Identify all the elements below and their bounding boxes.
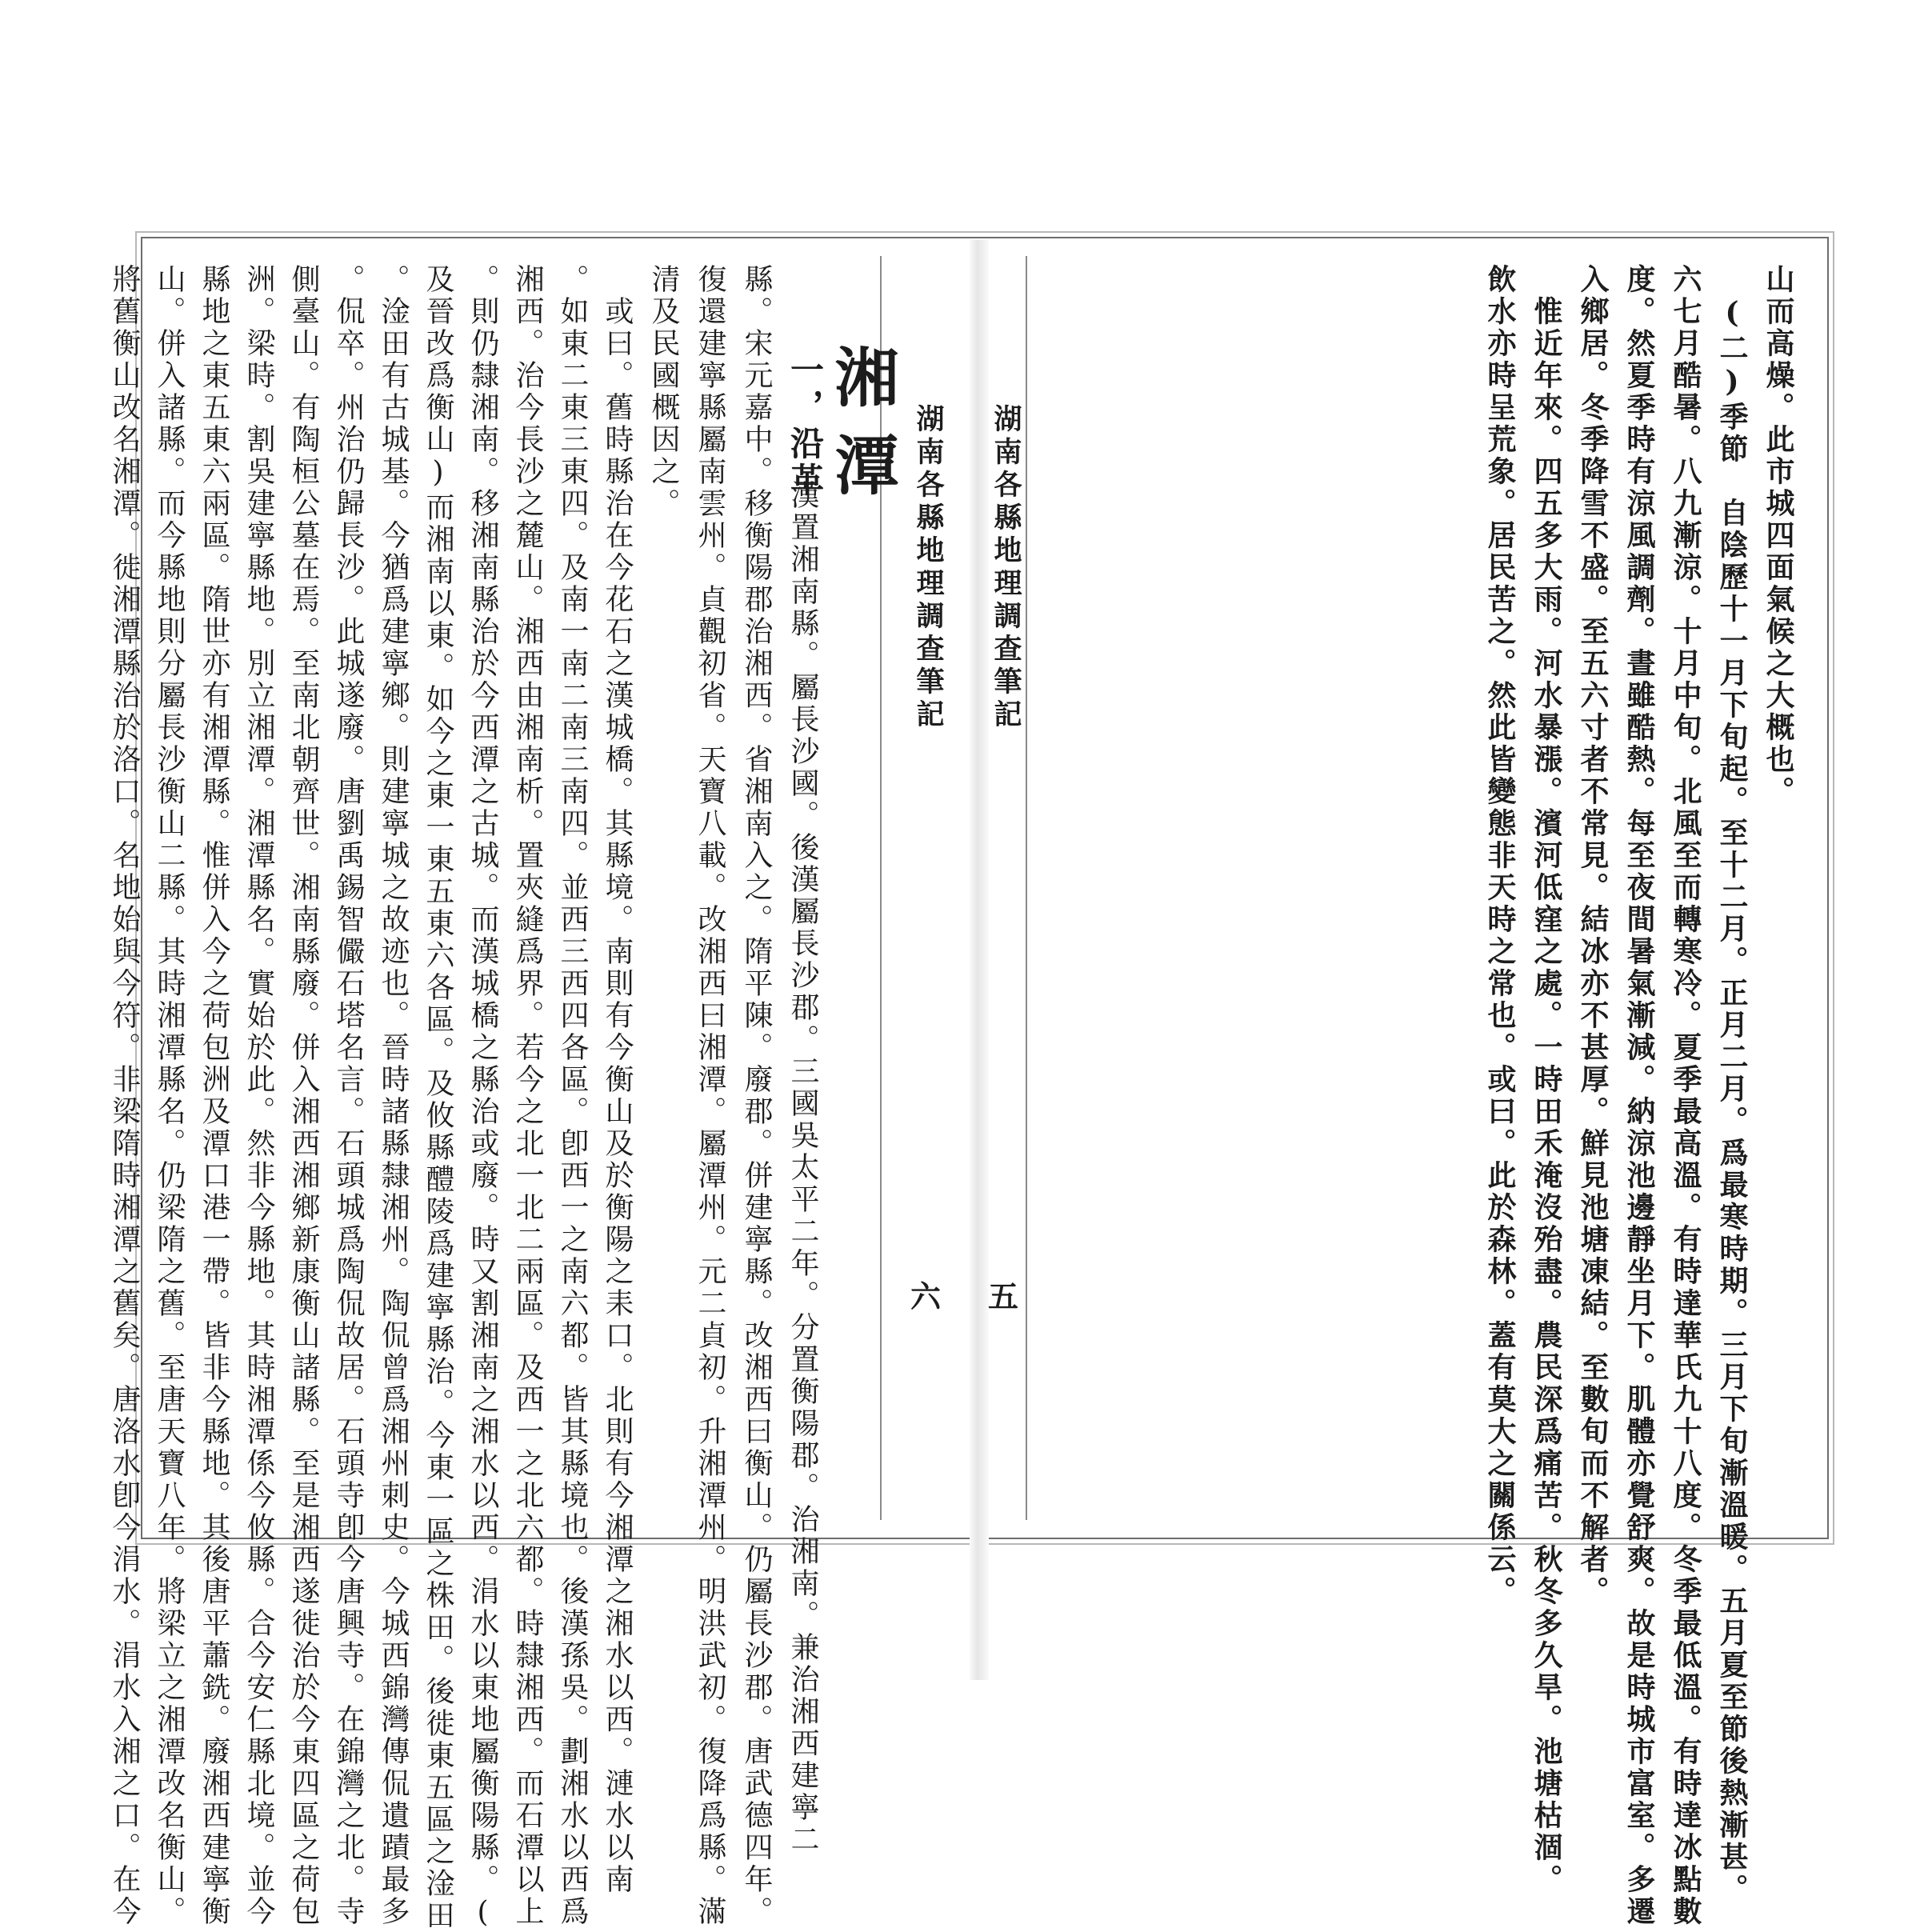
left-text-column: 將舊衡山改名湘潭。徙湘潭縣治於洛口。名地始與今符。非梁隋時湘潭之舊矣。唐洛水卽今涓水。涓水入湘之口。在今 <box>108 264 141 1928</box>
left-text-column: 側臺山。有陶桓公墓在焉。至南北朝齊世。湘南縣廢。併入湘西湘鄉新康衡山諸縣。至是湘西遂徙治於今東四區之荷包 <box>287 264 320 1928</box>
right-text-column: 惟近年來。四五多大雨。河水暴漲。濱河低窪之處。一時田禾淹沒殆盡。農民深爲痛苦。秋冬多久旱。池塘枯涸。 <box>1530 264 1563 1896</box>
left-text-column: 及晉改爲衡山)而湘南以東。如今之東一東五東六各區。及攸縣醴陵爲建寧縣治。今東一區之株田。後徙東五區之淦田 <box>422 264 454 1932</box>
section-heading: 一，沿革 <box>786 352 825 499</box>
left-text-column: 漢置湘南縣。屬長沙國。後漢屬長沙郡。三國吳太平二年。分置衡陽郡。治湘南。兼治湘西建寧二 <box>786 480 819 1856</box>
chapter-title: 湘潭 <box>824 344 899 520</box>
right-text-column: (二)季節 自陰歷十一月下旬起。至十二月。正月二月。爲最寒時期。三月下旬漸溫暖。五月夏至節後熱漸甚。 <box>1715 264 1749 1906</box>
left-text-column: 洲。梁時。割吳建寧縣地。別立湘潭。湘潭縣名。實始於此。然非今縣地。其時湘潭係今攸縣。合今安仁縣北境。並今 <box>242 264 275 1928</box>
left-text-column: 湘西。治今長沙之麓山。湘西由湘南析。置夾縫爲界。若今之北一北二兩區。及西一之北六都。時隸湘西。而石潭以上 <box>511 264 544 1928</box>
left-text-column: 或曰。舊時縣治在今花石之漢城橋。其縣境。南則有今衡山及於衡陽之耒口。北則有今湘潭之湘水以西。漣水以南 <box>601 264 634 1896</box>
left-text-column: 山。併入諸縣。而今縣地則分屬長沙衡山二縣。其時湘潭縣名。仍梁隋之舊。至唐天寶八年。將梁立之湘潭改名衡山。 <box>153 264 186 1928</box>
left-text-column: 縣。宋元嘉中。移衡陽郡治湘西。省湘南入之。隋平陳。廢郡。併建寧縣。改湘西曰衡山。仍屬長沙郡。唐武德四年。 <box>740 264 773 1928</box>
right-page-number: 五 <box>988 1278 1019 1314</box>
left-text-column: 。如東二東三東四。及南一南二南三南四。並西三西四各區。卽西一之南六都。皆其縣境也。後漢孫吳。劃湘水以西爲 <box>556 264 589 1928</box>
left-running-head: 湖南各縣地理調查筆記 <box>912 404 945 732</box>
left-text-column: 縣地之東五東六兩區。隋世亦有湘潭縣。惟併入今之荷包洲及潭口港一帶。皆非今縣地。其後唐平蕭銑。廢湘西建寧衡 <box>198 264 230 1928</box>
right-text-column: 入鄉居。冬季降雪不盛。至五六寸者不常見。結冰亦不甚厚。鮮見池塘凍結。至數旬而不解者。 <box>1576 264 1610 1608</box>
right-running-head: 湖南各縣地理調查筆記 <box>990 404 1022 732</box>
left-page-number: 六 <box>910 1278 942 1314</box>
left-text-column: 。侃卒。州治仍歸長沙。此城遂廢。唐劉禹錫智儼石塔名言。石頭城爲陶侃故居。石頭寺卽今唐興寺。在錦灣之北。寺 <box>332 264 365 1928</box>
right-text-column: 飲水亦時呈荒象。居民苦之。然此皆變態非天時之常也。或曰。此於森林。蓋有莫大之關係云。 <box>1483 264 1517 1608</box>
left-text-column: 。則仍隸湘南。移湘南縣治於今西潭之古城。而漢城橋之縣治或廢。時又割湘南之湘水以西。涓水以東地屬衡陽縣。( <box>466 264 499 1932</box>
right-text-column: 度。然夏季時有涼風調劑。晝雖酷熱。每至夜間暑氣漸減。納涼池邊靜坐月下。肌體亦覺舒爽。故是時城市富室。多遷 <box>1622 264 1656 1928</box>
left-text-column: 復還建寧縣屬南雲州。貞觀初省。天寶八載。改湘西曰湘潭。屬潭州。元二貞初。升湘潭州。明洪武初。復降爲縣。滿 <box>694 264 726 1928</box>
right-page-rule <box>1026 256 1027 1520</box>
right-text-column: 六七月酷暑。八九漸涼。十月中旬。北風至而轉寒冷。夏季最高溫。有時達華氏九十八度。冬季最低溫。有時達冰點數 <box>1669 264 1702 1928</box>
right-text-column: 山而高燥。此市城四面氣候之大概也。 <box>1762 264 1795 808</box>
left-text-column: 。淦田有古城基。今猶爲建寧鄉。則建寧城之故迹也。晉時諸縣隸湘州。陶侃曾爲湘州刺史。今城西錦灣傳侃遺蹟最多 <box>377 264 410 1928</box>
left-text-column: 清及民國概因之。 <box>647 264 680 520</box>
